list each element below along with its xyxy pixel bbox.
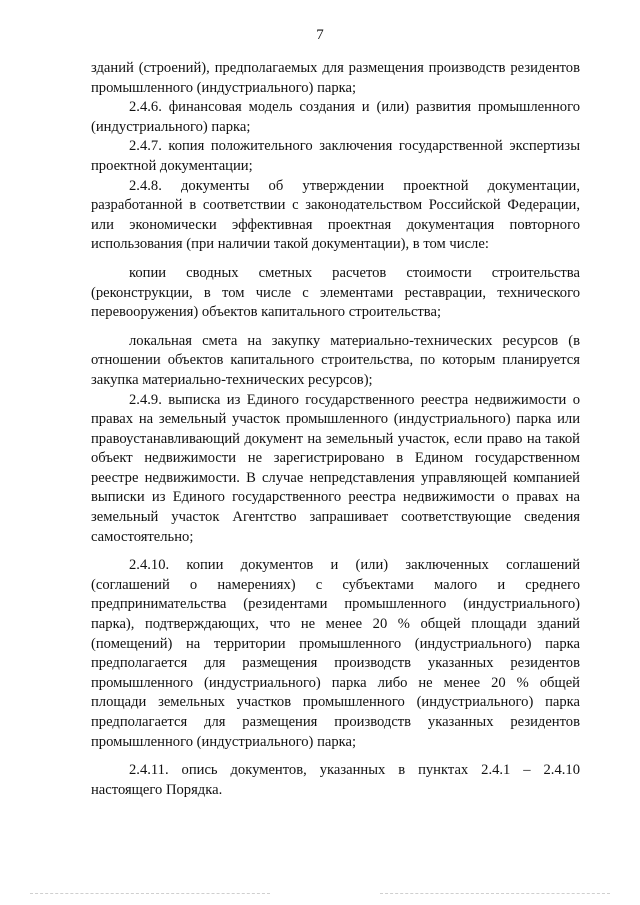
paragraph-2-4-11: 2.4.11. опись документов, указанных в пунктах 2.4.1 – 2.4.10 настоящего Порядка. — [91, 762, 580, 798]
page-number: 7 — [316, 27, 324, 43]
paragraph-2-4-8: 2.4.8. документы об утверждении проектной документации, разработанной в соответствии с законодательством Российской Федерации, или экономически эффективная проектная документация повторного использования (при наличии такой документации), в том числе: — [91, 177, 580, 253]
paragraph-2-4-9: 2.4.9. выписка из Единого государственного реестра недвижимости о правах на земельный участок промышленного (индустриального) парка или правоустанавливающий документ на земельный участок, если право на такой объект недвижимости не зарегистрировано в Едином государственном реестре недвижимости. В случае непредставления управляющей компанией выписки из Единого государственного реестра недвижимости о правах на земельный участок Агентство запрашивает соответствующие сведения самостоятельно; — [91, 391, 580, 545]
paragraph-2-4-7: 2.4.7. копия положительного заключения государственной экспертизы проектной документации; — [91, 138, 580, 174]
document-body — [91, 59, 580, 800]
paragraph-continuation: зданий (строений), предполагаемых для размещения производств резидентов промышленного (индустриального) парка; — [91, 60, 580, 96]
paragraph-local-estimate: локальная смета на закупку материально-технических ресурсов (в отношении объектов капитального строительства, по которым планируется закупка материально-технических ресурсов); — [91, 332, 580, 388]
paragraph-2-4-10: 2.4.10. копии документов и (или) заключенных соглашений (соглашений о намерениях) с субъектами малого и среднего предпринимательства (резидентами промышленного (индустриального) парка), подтверждающих, что не менее 20 % общей площади зданий (помещений) на территории промышленного (индустриального) парка предполагается для размещения производств указанных резидентов промышленного (индустриального) парка либо не менее 20 % общей площади земельных участков промышленного (индустриального) парка предполагается для размещения производств указанных резидентов промышленного (индустриального) парка; — [91, 557, 580, 750]
scan-edge-line — [380, 893, 610, 894]
scan-edge-line — [30, 893, 270, 894]
paragraph-estimates: копии сводных сметных расчетов стоимости строительства (реконструкции, в том числе с элементами реставрации, технического перевооружения) объектов капитального строительства; — [91, 264, 580, 321]
paragraph-2-4-6: 2.4.6. финансовая модель создания и (или) развития промышленного (индустриального) парка; — [91, 99, 580, 135]
